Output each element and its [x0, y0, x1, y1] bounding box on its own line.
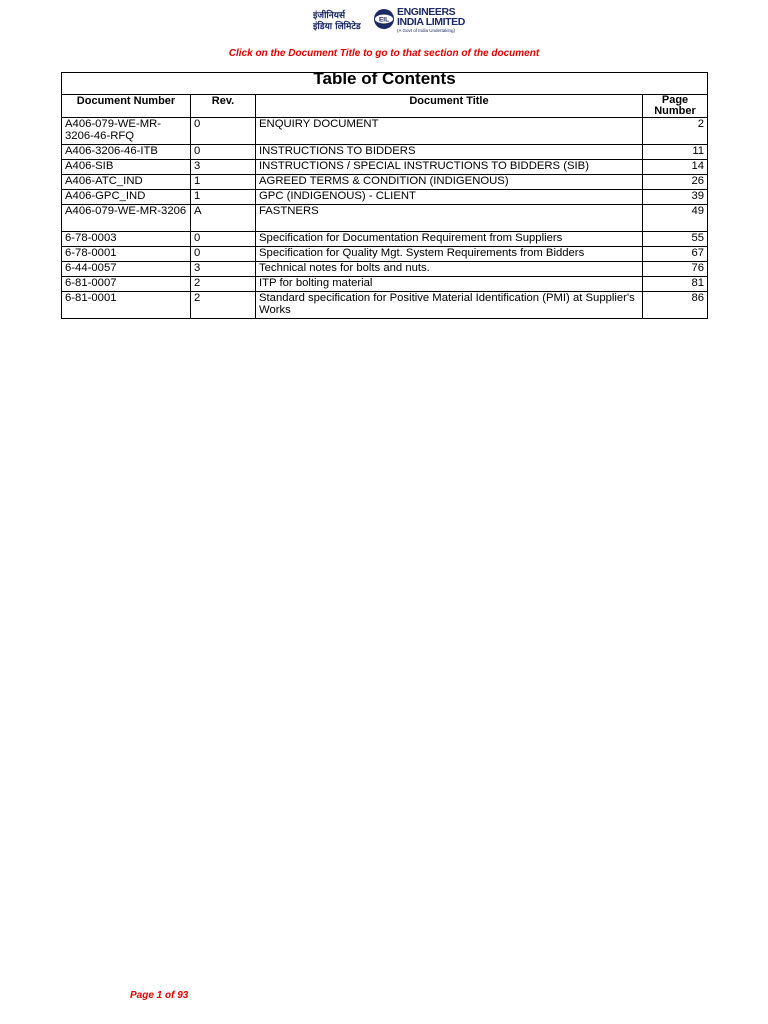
- col-header-doc-title: Document Title: [256, 95, 643, 118]
- doc-title-link[interactable]: AGREED TERMS & CONDITION (INDIGENOUS): [256, 175, 643, 190]
- rev-cell: 0: [191, 118, 256, 145]
- rev-cell: 0: [191, 247, 256, 262]
- doc-number-cell: 6-78-0003: [62, 232, 191, 247]
- doc-title-link[interactable]: Specification for Quality Mgt. System Requirements from Bidders: [256, 247, 643, 262]
- eil-emblem-icon: [373, 8, 395, 30]
- table-row: [62, 118, 708, 145]
- doc-number-cell: A406-3206-46-ITB: [62, 145, 191, 160]
- doc-title-link[interactable]: INSTRUCTIONS / SPECIAL INSTRUCTIONS TO BIDDERS (SIB): [256, 160, 643, 175]
- rev-cell: 3: [191, 262, 256, 277]
- table-row: [62, 232, 708, 247]
- rev-cell: 1: [191, 190, 256, 205]
- doc-number-cell: A406-GPC_IND: [62, 190, 191, 205]
- page-number-cell: 2: [643, 118, 708, 145]
- logo-line2: INDIA LIMITED: [397, 16, 465, 28]
- doc-title-link[interactable]: FASTNERS: [256, 205, 643, 232]
- rev-cell: 0: [191, 145, 256, 160]
- rev-cell: 1: [191, 175, 256, 190]
- col-header-doc-number: Document Number: [62, 95, 191, 118]
- col-header-page-line1: Page: [661, 94, 689, 106]
- page-number-cell: 26: [643, 175, 708, 190]
- emblem-text: EIL: [378, 16, 390, 24]
- page-number-cell: 14: [643, 160, 708, 175]
- page-indicator: Page 1 of 93: [130, 990, 189, 1001]
- doc-title-link[interactable]: ENQUIRY DOCUMENT: [256, 118, 643, 145]
- table-row: [62, 145, 708, 160]
- table-row: [62, 247, 708, 262]
- doc-number-cell: A406-ATC_IND: [62, 175, 191, 190]
- page-number-cell: 81: [643, 277, 708, 292]
- rev-cell: 3: [191, 160, 256, 175]
- company-logo: [313, 6, 465, 36]
- page-number-cell: 86: [643, 292, 708, 319]
- rev-cell: 2: [191, 277, 256, 292]
- doc-number-cell: 6-81-0007: [62, 277, 191, 292]
- col-header-page-number: [643, 95, 708, 118]
- table-row: [62, 175, 708, 190]
- page-number-cell: 55: [643, 232, 708, 247]
- doc-number-cell: 6-78-0001: [62, 247, 191, 262]
- logo-hindi-wordmark: [313, 6, 373, 36]
- doc-title-link[interactable]: ITP for bolting material: [256, 277, 643, 292]
- page-number-cell: 11: [643, 145, 708, 160]
- page-number-cell: 76: [643, 262, 708, 277]
- rev-cell: A: [191, 205, 256, 232]
- svg-text:इंडिया लिमिटेड: इंडिया लिमिटेड: [313, 22, 361, 32]
- col-header-rev: Rev.: [191, 95, 256, 118]
- doc-number-cell: 6-44-0057: [62, 262, 191, 277]
- table-row: [62, 205, 708, 232]
- doc-title-link[interactable]: Standard specification for Positive Material Identification (PMI) at Supplier's Works: [256, 292, 643, 319]
- toc-title: Table of Contents: [62, 73, 708, 95]
- doc-title-link[interactable]: Specification for Documentation Requirement from Suppliers: [256, 232, 643, 247]
- doc-number-cell: A406-079-WE-MR-3206-46-RFQ: [62, 118, 191, 145]
- toc-instruction: Click on the Document Title to go to that section of the document: [228, 48, 540, 59]
- table-row: [62, 292, 708, 319]
- svg-text:इंजीनियर्स: इंजीनियर्स: [313, 11, 346, 21]
- doc-title-link[interactable]: GPC (INDIGENOUS) - CLIENT: [256, 190, 643, 205]
- logo-tagline: (A Govt of India Undertaking): [397, 28, 456, 33]
- table-of-contents: [61, 69, 708, 319]
- page-number-cell: 67: [643, 247, 708, 262]
- logo-line1: ENGINEERS: [397, 6, 456, 18]
- rev-cell: 2: [191, 292, 256, 319]
- col-header-page-line2: Number: [654, 105, 696, 117]
- table-row: [62, 277, 708, 292]
- doc-number-cell: 6-81-0001: [62, 292, 191, 319]
- doc-title-link[interactable]: Technical notes for bolts and nuts.: [256, 262, 643, 277]
- page-number-cell: 39: [643, 190, 708, 205]
- page-number-cell: 49: [643, 205, 708, 232]
- doc-number-cell: A406-079-WE-MR-3206: [62, 205, 191, 232]
- table-row: [62, 190, 708, 205]
- logo-english-wordmark: [397, 7, 465, 27]
- doc-title-link[interactable]: INSTRUCTIONS TO BIDDERS: [256, 145, 643, 160]
- table-row: [62, 160, 708, 175]
- table-row: [62, 262, 708, 277]
- rev-cell: 0: [191, 232, 256, 247]
- doc-number-cell: A406-SIB: [62, 160, 191, 175]
